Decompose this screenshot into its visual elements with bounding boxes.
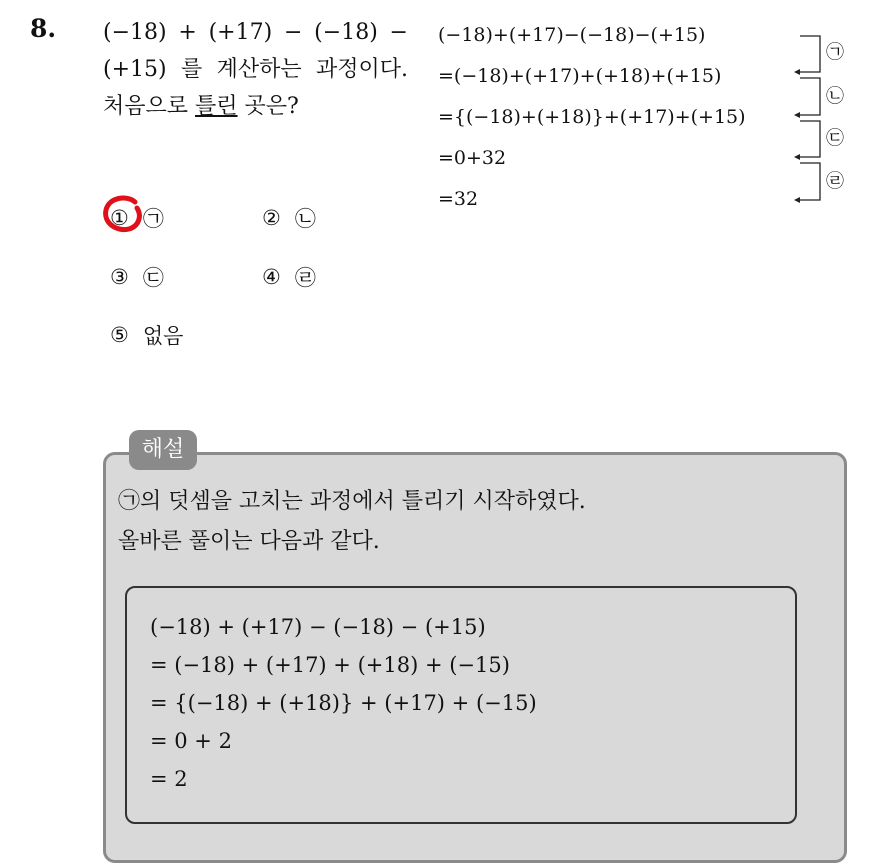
work-line: = 2: [150, 767, 188, 791]
solution-work: [150, 608, 537, 798]
work-line: = 0 + 2: [150, 729, 232, 753]
solution-line: ㉠의 덧셈을 고치는 과정에서 틀리기 시작하였다.: [118, 489, 586, 514]
step-label: ㉠: [826, 42, 844, 63]
step-label: ㉡: [826, 86, 844, 107]
choice-2[interactable]: [262, 203, 316, 233]
choice-label: ㉢: [142, 266, 164, 290]
choice-4[interactable]: [262, 262, 316, 292]
step-label: ㉢: [826, 128, 844, 149]
step-line: =(−18)+(+17)+(+18)+(+15): [438, 65, 722, 87]
question-underlined-word: 틀린: [195, 94, 238, 119]
question-text-before: (−18) + (+17) − (−18) − (+15) 를 계산하는 과정이다. 처음으로: [103, 20, 408, 119]
work-line: = (−18) + (+17) + (+18) + (−15): [150, 653, 510, 677]
choice-number: ⑤: [110, 323, 129, 347]
calculation-steps: [438, 20, 746, 225]
choice-1[interactable]: [110, 203, 164, 233]
question-text: [103, 14, 408, 125]
choice-number: ④: [262, 265, 281, 289]
step-line: ={(−18)+(+18)}+(+17)+(+15): [438, 106, 746, 128]
choice-label: 없음: [142, 324, 184, 348]
solution-tag: 해설: [129, 430, 197, 470]
choice-number: ①: [110, 206, 129, 230]
choice-5[interactable]: [110, 320, 183, 350]
choice-number: ③: [110, 265, 129, 289]
solution-line: 올바른 풀이는 다음과 같다.: [118, 529, 380, 554]
question-number: 8.: [30, 14, 57, 43]
question-text-after: 곳은?: [237, 94, 299, 119]
work-line: (−18) + (+17) − (−18) − (+15): [150, 615, 486, 639]
step-line: =32: [438, 188, 479, 210]
step-line: =0+32: [438, 147, 507, 169]
choice-label: ㉡: [294, 207, 316, 231]
work-line: = {(−18) + (+18)} + (+17) + (−15): [150, 691, 537, 715]
choice-label: ㉣: [294, 266, 316, 290]
solution-explanation: [118, 482, 818, 562]
choice-3[interactable]: [110, 262, 164, 292]
choice-label: ㉠: [142, 207, 164, 231]
choice-number: ②: [262, 206, 281, 230]
step-label: ㉣: [826, 171, 844, 192]
step-line: (−18)+(+17)−(−18)−(+15): [438, 24, 706, 46]
